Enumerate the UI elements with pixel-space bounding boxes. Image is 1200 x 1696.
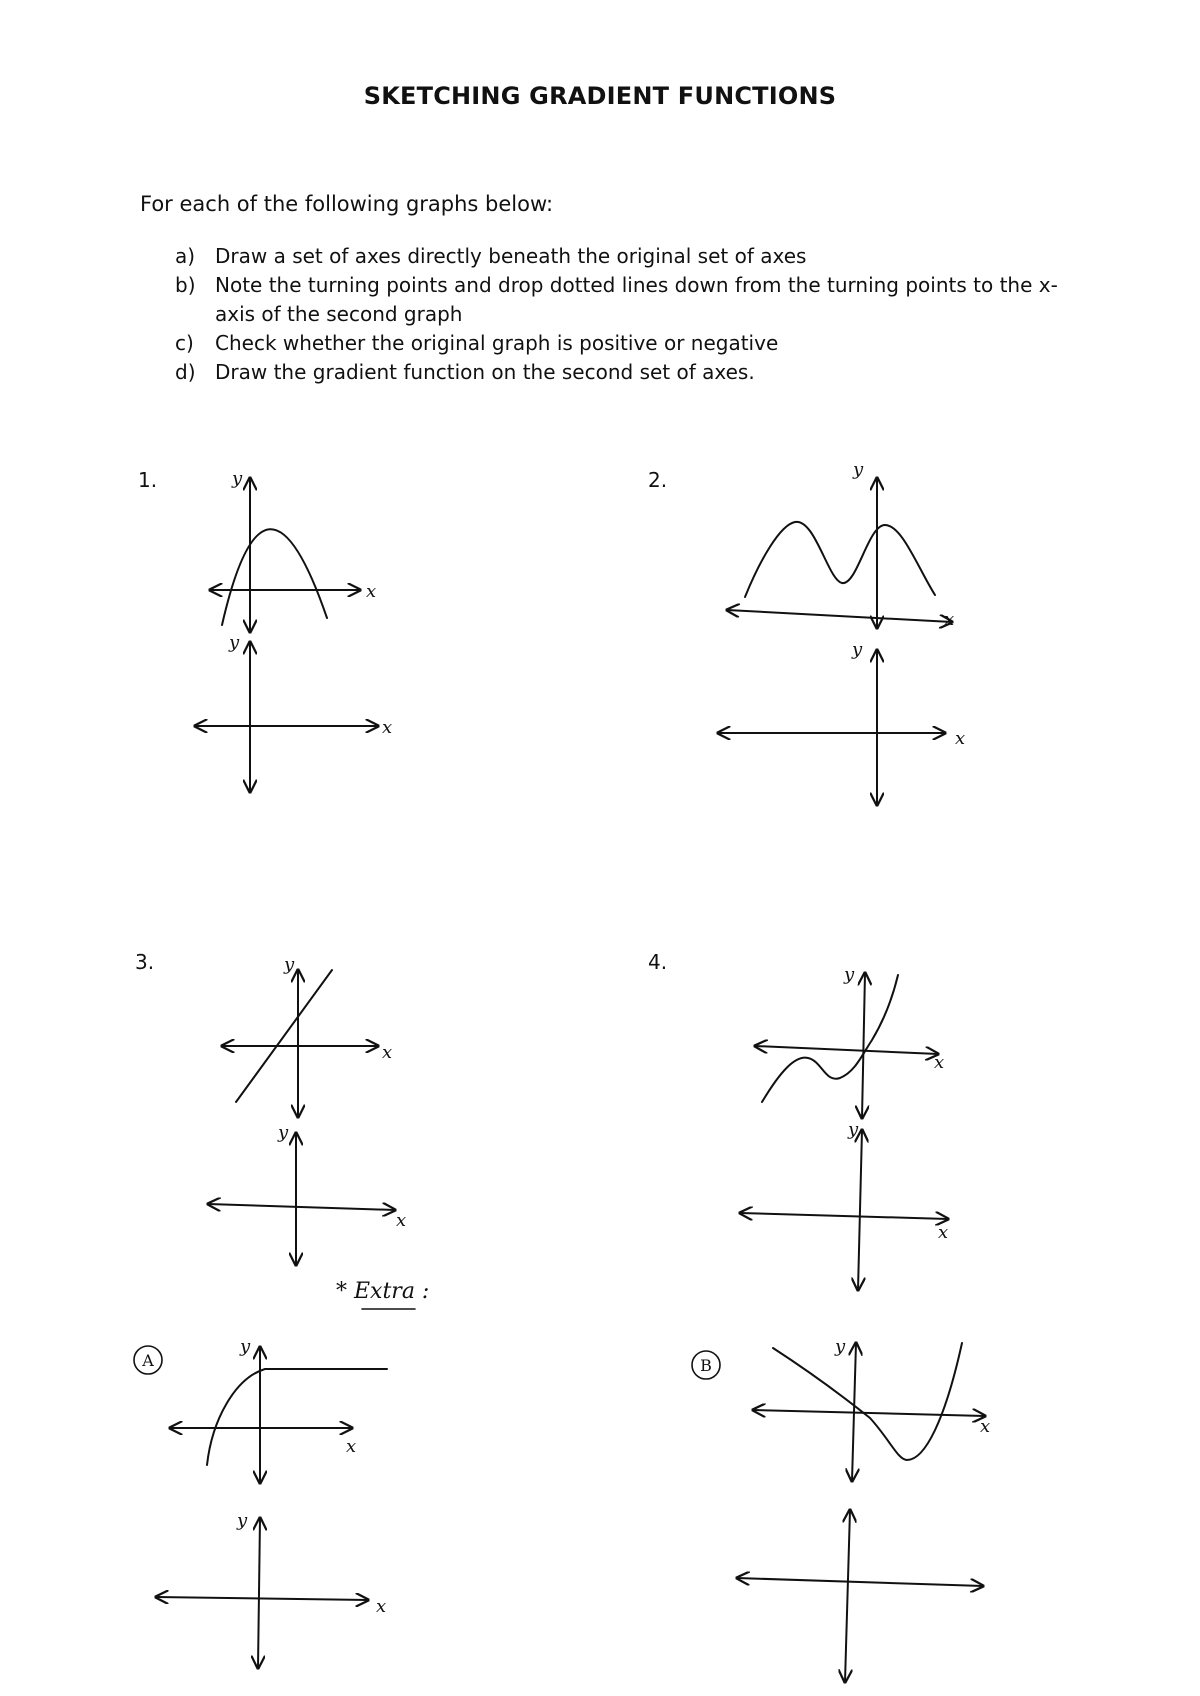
q2-original-graph (727, 478, 955, 630)
q4-blank-y-axis (858, 1130, 862, 1290)
axis-labels (228, 459, 990, 1617)
q2-y-label: y (853, 459, 864, 480)
qa-blank-axes (156, 1518, 368, 1668)
q4-blank-axes (740, 1130, 948, 1290)
qa-curve-then-flat (207, 1369, 387, 1465)
q3-original-graph (222, 970, 378, 1117)
q3-blank-y-label: y (278, 1122, 289, 1143)
q1-x-label: x (366, 581, 377, 602)
intro-text: For each of the following graphs below: (140, 192, 554, 216)
qa-x-label: x (346, 1436, 357, 1457)
q2-blank-axes (718, 650, 945, 805)
extra-note: * Extra : (336, 1279, 430, 1304)
qb-blank-y-axis (845, 1510, 850, 1682)
q4-blank-x-label: x (938, 1222, 949, 1243)
q2-x-axis (727, 610, 952, 622)
qb-blank-x-axis (737, 1578, 983, 1586)
q4-y-axis (862, 973, 865, 1118)
q1-blank-y-label: y (229, 632, 240, 653)
qb-x-label: x (980, 1416, 991, 1437)
q3-straight-line (236, 970, 332, 1102)
q1-parabola-curve (222, 529, 327, 625)
instruction-letter: c) (175, 331, 194, 355)
qb-curve (773, 1343, 962, 1460)
q1-original-graph (210, 478, 360, 632)
q2-m-shaped-curve (745, 522, 935, 597)
q2-blank-x-label: x (955, 728, 966, 749)
qa-y-label: y (240, 1336, 251, 1357)
question-number-3: 3. (135, 950, 155, 974)
q4-original-graph (755, 973, 938, 1118)
q4-x-axis (755, 1046, 938, 1054)
q3-blank-axes (208, 1133, 395, 1265)
qb-blank-axes (737, 1510, 983, 1682)
instruction-letter: a) (175, 244, 196, 268)
q1-blank-axes (195, 642, 378, 792)
question-number-4: 4. (648, 950, 668, 974)
instruction-text: Draw the gradient function on the second set of axes. (215, 360, 755, 384)
q3-x-label: x (382, 1042, 393, 1063)
qa-blank-x-axis (156, 1597, 368, 1600)
q3-blank-x-axis (208, 1204, 395, 1210)
q2-blank-y-label: y (852, 639, 863, 660)
qa-blank-y-axis (258, 1518, 260, 1668)
question-number-2: 2. (648, 468, 668, 492)
qa-original-graph (170, 1347, 387, 1483)
q4-x-label: x (934, 1052, 945, 1073)
q4-y-label: y (844, 964, 855, 985)
instruction-letter: b) (175, 273, 196, 297)
qb-y-label: y (835, 1336, 846, 1357)
q4-blank-y-label: y (848, 1119, 859, 1140)
q1-y-label: y (232, 468, 243, 489)
qb-original-graph (753, 1343, 985, 1481)
page-title: SKETCHING GRADIENT FUNCTIONS (363, 82, 837, 110)
q4-blank-x-axis (740, 1213, 948, 1219)
qa-blank-x-label: x (376, 1596, 387, 1617)
q3-blank-x-label: x (396, 1210, 407, 1231)
qa-label-text: A (142, 1351, 154, 1370)
instruction-text: Note the turning points and drop dotted lines down from the turning points to the x-axis of the second graph (215, 273, 1058, 326)
q1-blank-x-label: x (382, 717, 393, 738)
instruction-text: Check whether the original graph is positive or negative (215, 331, 779, 355)
qa-blank-y-label: y (237, 1510, 248, 1531)
instruction-letter: d) (175, 360, 196, 384)
q3-y-label: y (284, 954, 295, 975)
qb-label-text: B (700, 1356, 712, 1375)
q2-x-label: x (944, 609, 955, 630)
instruction-text: Draw a set of axes directly beneath the original set of axes (215, 244, 807, 268)
qb-x-axis (753, 1410, 985, 1416)
question-number-1: 1. (138, 468, 158, 492)
q4-cubic-curve (762, 975, 898, 1102)
